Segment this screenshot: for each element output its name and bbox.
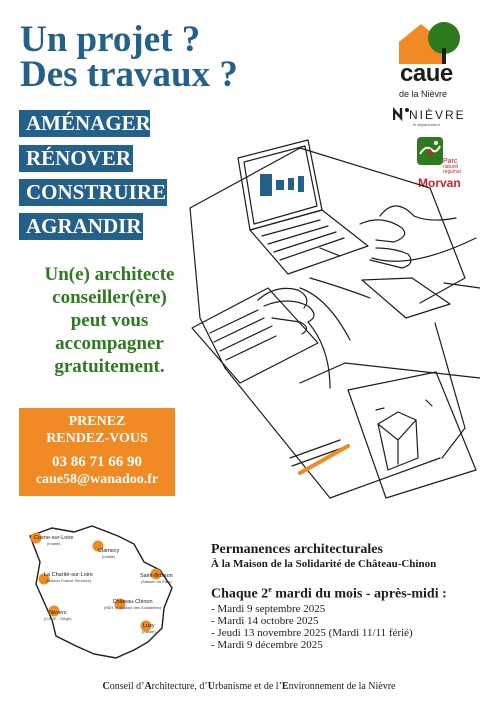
appointment-line-2: RENDEZ-VOUS [46,431,148,446]
nievre-logo-text: NIÈVRE [409,108,466,122]
pitch-line: Un(e) architecte [44,264,175,285]
verb-renover: RÉNOVER [19,145,133,172]
parc-logo-small-text: Parc naturel régional [443,158,461,175]
title-line-1: Un projet ? [20,19,201,60]
map-city-luzy: Luzy (mairie) [142,623,156,634]
pitch-line: accompagner [55,333,164,354]
permanences-block [211,542,481,651]
pitch-line: gratuitement. [54,356,165,377]
permanences-subtitle: À la Maison de la Solidarité de Château-Chinon [211,558,437,570]
map-city-clamecy: Clamecy (mairie) [98,548,120,559]
verb-amenager: AMÉNAGER [19,110,150,137]
verb-construire: CONSTRUIRE [19,179,167,206]
appointment-box [19,408,175,496]
parc-logo-big-text: Morvan [418,176,461,190]
permanence-date: - Mardi 9 décembre 2025 [211,638,323,651]
nievre-logo-sub: le département [413,122,440,127]
title-line-2: Des travaux ? [20,54,238,95]
pitch-line: conseiller(ère) [52,287,167,308]
footer-org-name: Conseil d’Architecture, d’Urbanisme et de l’Environnement de la Nièvre [102,681,396,692]
caue-logo-sub: de la Nièvre [399,89,448,99]
permanence-date: - Mardi 9 septembre 2025 [211,602,326,615]
caue-logo-text: caue [400,60,453,87]
architects-sketch-illustration [180,128,480,513]
map-city-la-charite: La Charité-sur-Loire (Maison France Services) [44,572,93,583]
pitch-text [22,263,197,378]
caue-logo-icon [393,20,473,65]
appointment-line-1: PRENEZ [68,414,126,429]
map-city-saint-brisson: Saint-Brisson (Maison du Parc) [140,573,173,584]
phone-number[interactable]: 03 86 71 66 90 [52,454,142,470]
map-city-cosne: Cosne-sur-Loire (mairie) [34,535,74,546]
permanence-date: - Jeudi 13 novembre 2025 (Mardi 11/11 férié) [211,626,413,639]
permanences-title: Permanences architecturales [211,542,383,557]
map-city-nevers: Nevers (CAUE - Siège) [44,610,72,621]
pitch-line: peut vous [70,310,149,331]
email-address[interactable]: caue58@wanadoo.fr [35,472,159,487]
verb-agrandir: AGRANDIR [19,213,143,240]
permanences-schedule: Chaque 2e mardi du mois - après-midi : [211,585,447,602]
main-title [20,19,290,95]
permanence-date: - Mardi 14 octobre 2025 [211,614,319,627]
map-city-chateau-chinon: Château-Chinon (MDT et Maison des Solidarités) [104,599,162,610]
